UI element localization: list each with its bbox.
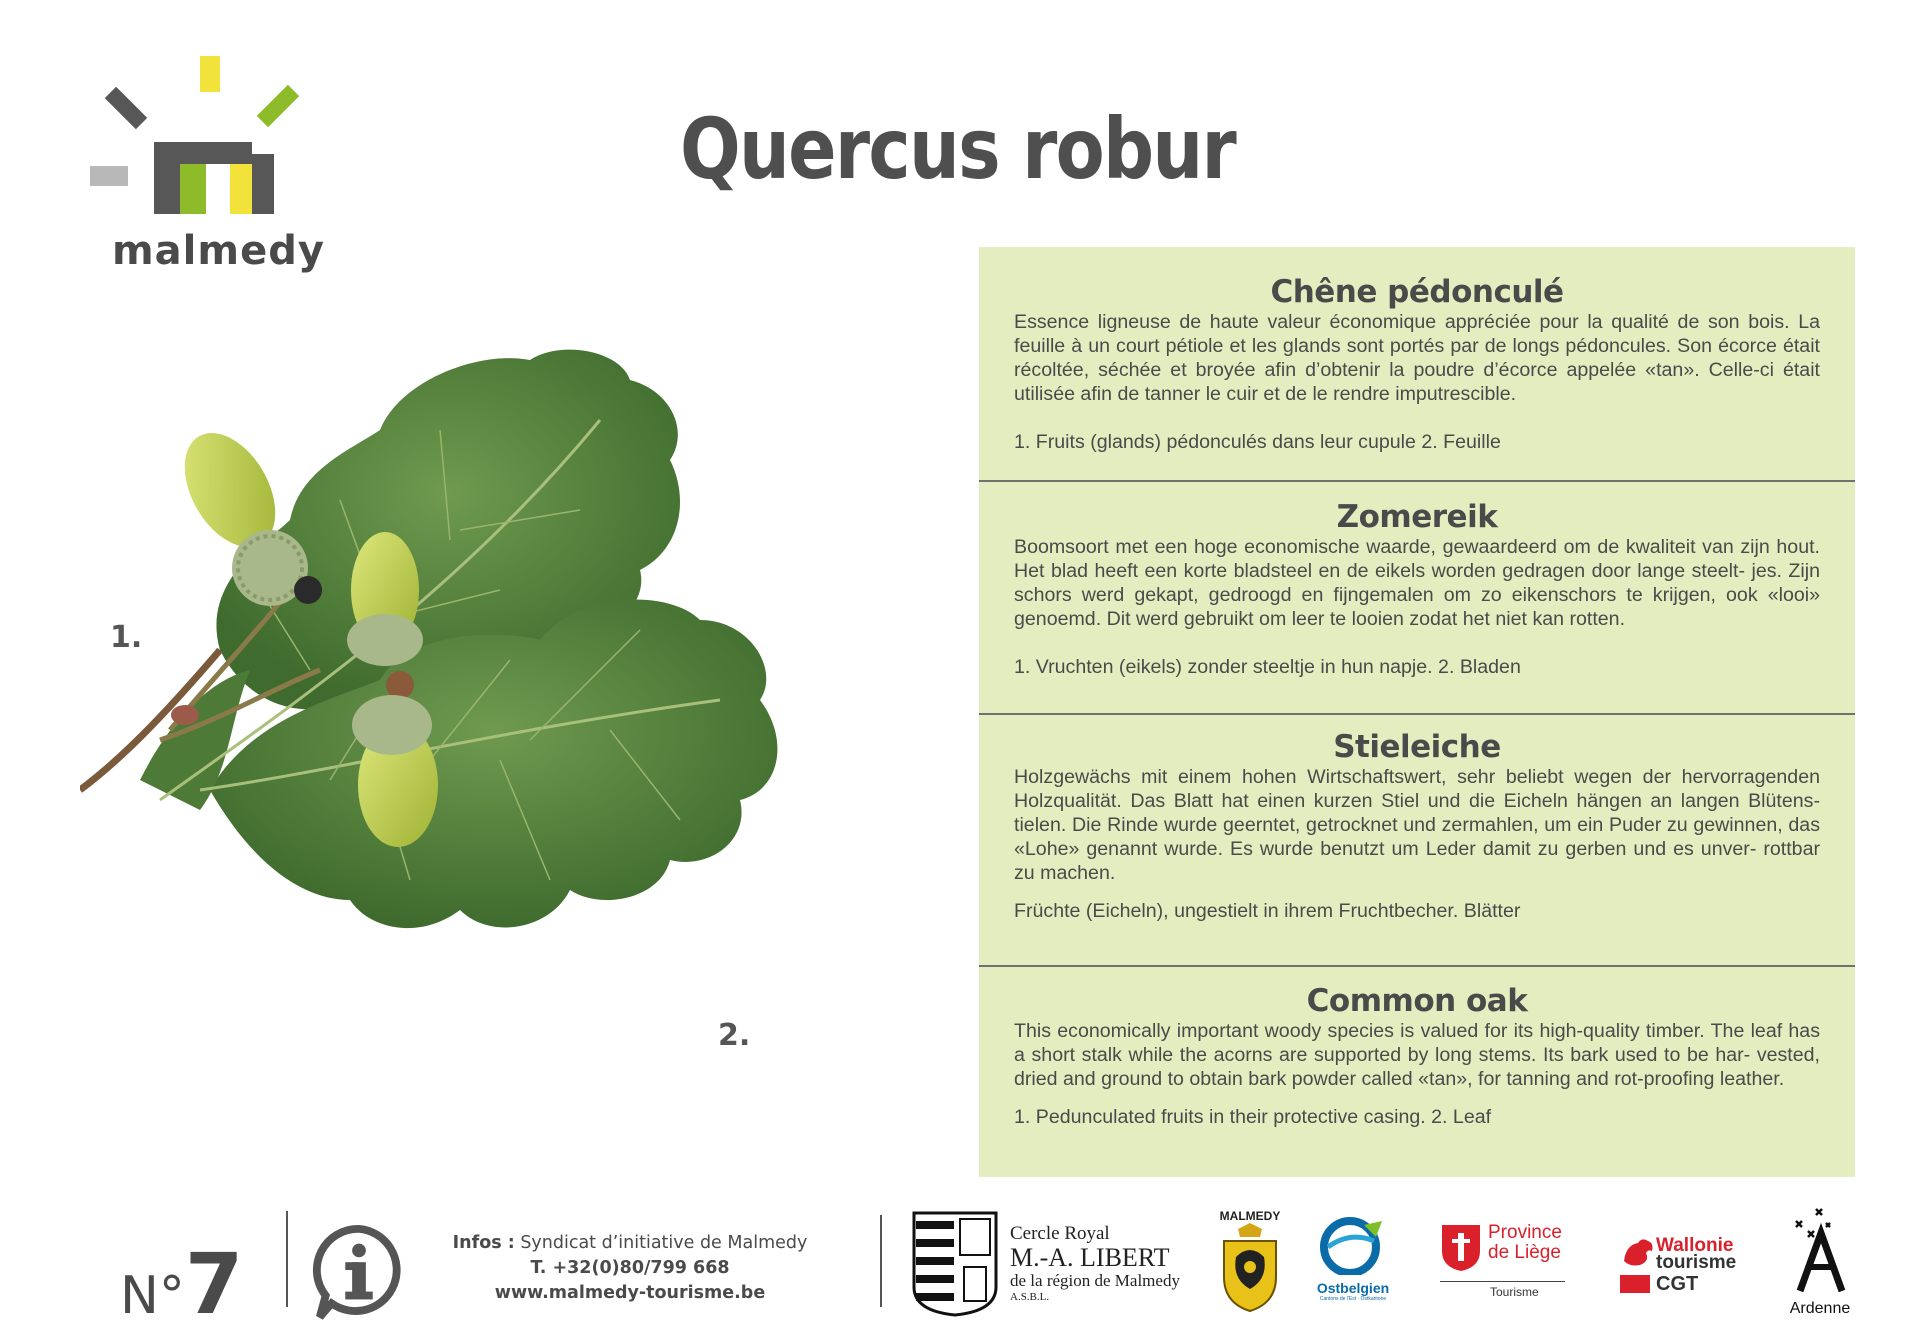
wallonie-line3: CGT xyxy=(1656,1273,1699,1295)
section-text-english xyxy=(1014,1019,1820,1091)
crest-label: MALMEDY xyxy=(1219,1209,1281,1223)
number-value: 7 xyxy=(184,1235,244,1333)
sponsor-ostbelgien xyxy=(1308,1217,1398,1313)
text-line: Essence ligneuse de haute valeur économique appréciée pour la qualité de son bois. La xyxy=(1014,311,1820,333)
cercle-shield-icon xyxy=(912,1211,998,1317)
province-line1: Province xyxy=(1488,1222,1562,1243)
section-german xyxy=(979,729,1855,923)
wallonie-line2: tourisme xyxy=(1656,1252,1737,1273)
cercle-line3: de la région de Malmedy xyxy=(1010,1271,1180,1290)
text-line: has a short stalk while the acorns are supported by long stems. Its bark used to be har- xyxy=(1014,1020,1820,1066)
contact-info xyxy=(420,1231,840,1306)
text-line: vested, dried and ground to obtain bark powder called «tan», for tanning and rot-proofing xyxy=(1014,1044,1820,1090)
section-divider xyxy=(979,965,1855,967)
malmedy-logo-mark xyxy=(80,50,320,230)
text-line: Boomsoort met een hoge economische waarde, gewaardeerd om de kwaliteit van zijn xyxy=(1014,536,1770,558)
section-heading-english: Common oak xyxy=(1306,983,1528,1019)
section-text-dutch xyxy=(1014,535,1820,631)
section-figures-german: Früchte (Eicheln), ungestielt in ihrem Fruchtbecher. Blätter xyxy=(1014,900,1521,922)
cercle-line4: A.S.B.L. xyxy=(1010,1291,1050,1303)
text-line: «looi» genoemd. Dit werd gebruikt om leer te looien zodat het niet kan rotten. xyxy=(1014,584,1820,630)
rooster-icon xyxy=(1620,1237,1656,1269)
crest-icon xyxy=(1208,1223,1292,1313)
text-line: tielen. Die Rinde wurde geerntet, getrocknet und zermahlen, um ein Puder zu gewinnen, xyxy=(1014,814,1783,836)
section-divider xyxy=(979,480,1855,482)
figure-label-1: 1. xyxy=(110,620,143,655)
footer xyxy=(0,1195,1920,1344)
section-text-french xyxy=(1014,310,1820,406)
malmedy-logo xyxy=(80,50,325,280)
province-divider xyxy=(1440,1281,1565,1282)
oak-illustration xyxy=(80,340,910,1053)
text-line: jes. Zijn schors werd gekapt, gedroogd en fijngemalen om zo eikenschors te krijgen, ook xyxy=(1014,560,1820,606)
section-heading-french: Chêne pédonculé xyxy=(1270,274,1564,310)
cercle-text xyxy=(1010,1223,1185,1303)
description-panel xyxy=(979,247,1855,1177)
section-heading-dutch: Zomereik xyxy=(1336,499,1498,535)
info-org: Syndicat d’initiative de Malmedy xyxy=(514,1233,808,1253)
ostbelgien-logo-icon xyxy=(1318,1217,1388,1275)
text-line: Holzqualität. Das Blatt hat einen kurzen Stiel und die Eicheln hängen an langen Blütens- xyxy=(1014,790,1820,812)
section-french xyxy=(979,274,1855,454)
province-line2: de Liège xyxy=(1488,1242,1561,1263)
province-text xyxy=(1488,1223,1562,1263)
phone-number: T. +32(0)80/799 668 xyxy=(530,1258,730,1278)
text-line: rottbar zu machen. xyxy=(1014,838,1820,884)
text-line: hout. Het blad heeft een korte bladsteel en de eikels worden gedragen door lange steelt- xyxy=(1014,536,1820,582)
sponsor-cercle-royal xyxy=(912,1211,1182,1321)
footer-divider xyxy=(880,1215,882,1307)
section-figures-english: 1. Pedunculated fruits in their protective casing. 2. Leaf xyxy=(1014,1106,1492,1128)
province-line3: Tourisme xyxy=(1490,1285,1539,1299)
sponsor-province-liege xyxy=(1440,1223,1570,1303)
sponsor-ardenne xyxy=(1782,1205,1858,1315)
logo-wordmark: malmedy xyxy=(112,228,325,274)
section-english xyxy=(979,983,1855,1129)
info-icon xyxy=(310,1223,408,1321)
text-line: This economically important woody species is valued for its high-quality timber. The leaf xyxy=(1014,1020,1783,1042)
page-title: Quercus robur xyxy=(680,100,1235,198)
oak-leaf-acorns-image xyxy=(80,340,910,1040)
cgt-block xyxy=(1620,1275,1650,1293)
number-prefix: N° xyxy=(120,1266,185,1326)
text-line: das «Lohe» genannt wurde. Es wurde benutzt um Leder damit zu gerben und es unver- xyxy=(1014,814,1820,860)
wallonie-line1: Wallonie xyxy=(1656,1235,1734,1256)
cercle-line1: Cercle Royal xyxy=(1010,1223,1110,1244)
footer-divider xyxy=(286,1211,288,1307)
section-dutch xyxy=(979,499,1855,679)
info-label: Infos : xyxy=(452,1233,515,1253)
text-line: leather. xyxy=(1719,1068,1785,1090)
sponsor-malmedy-crest xyxy=(1208,1209,1292,1319)
text-line: Holzgewächs mit einem hohen Wirtschaftswert, sehr beliebt wegen der hervorragenden xyxy=(1014,766,1820,788)
section-heading-german: Stieleiche xyxy=(1333,729,1501,765)
ostbelgien-name: Ostbelgien xyxy=(1316,1280,1390,1296)
website-link[interactable]: www.malmedy-tourisme.be xyxy=(494,1283,766,1303)
ardenne-label: Ardenne xyxy=(1789,1300,1851,1317)
cercle-line2: M.-A. LIBERT xyxy=(1010,1243,1170,1272)
text-line: feuille à un court pétiole et les glands sont portés par de longs pédoncules. Son écorce xyxy=(1014,335,1777,357)
ostbelgien-sub: Cantons de l'Est · Ostkantone xyxy=(1319,1296,1387,1302)
figure-label-2: 2. xyxy=(718,1018,751,1053)
text-line: était récoltée, séchée et broyée afin d’obtenir la poudre d’écorce appelée «tan». Celle-ci xyxy=(1014,335,1820,381)
section-divider xyxy=(979,713,1855,715)
section-figures-french: 1. Fruits (glands) pédonculés dans leur cupule 2. Feuille xyxy=(1014,431,1501,453)
text-line: était utilisée afin de tanner le cuir et de le rendre imputrescible. xyxy=(1014,359,1820,405)
province-shield-icon xyxy=(1440,1223,1482,1273)
section-text-german xyxy=(1014,765,1820,885)
sign-number xyxy=(120,1235,243,1333)
sponsor-wallonie-tourisme xyxy=(1620,1237,1750,1307)
ardenne-logo-icon xyxy=(1786,1205,1856,1295)
section-figures-dutch: 1. Vruchten (eikels) zonder steeltje in hun napje. 2. Bladen xyxy=(1014,656,1521,678)
